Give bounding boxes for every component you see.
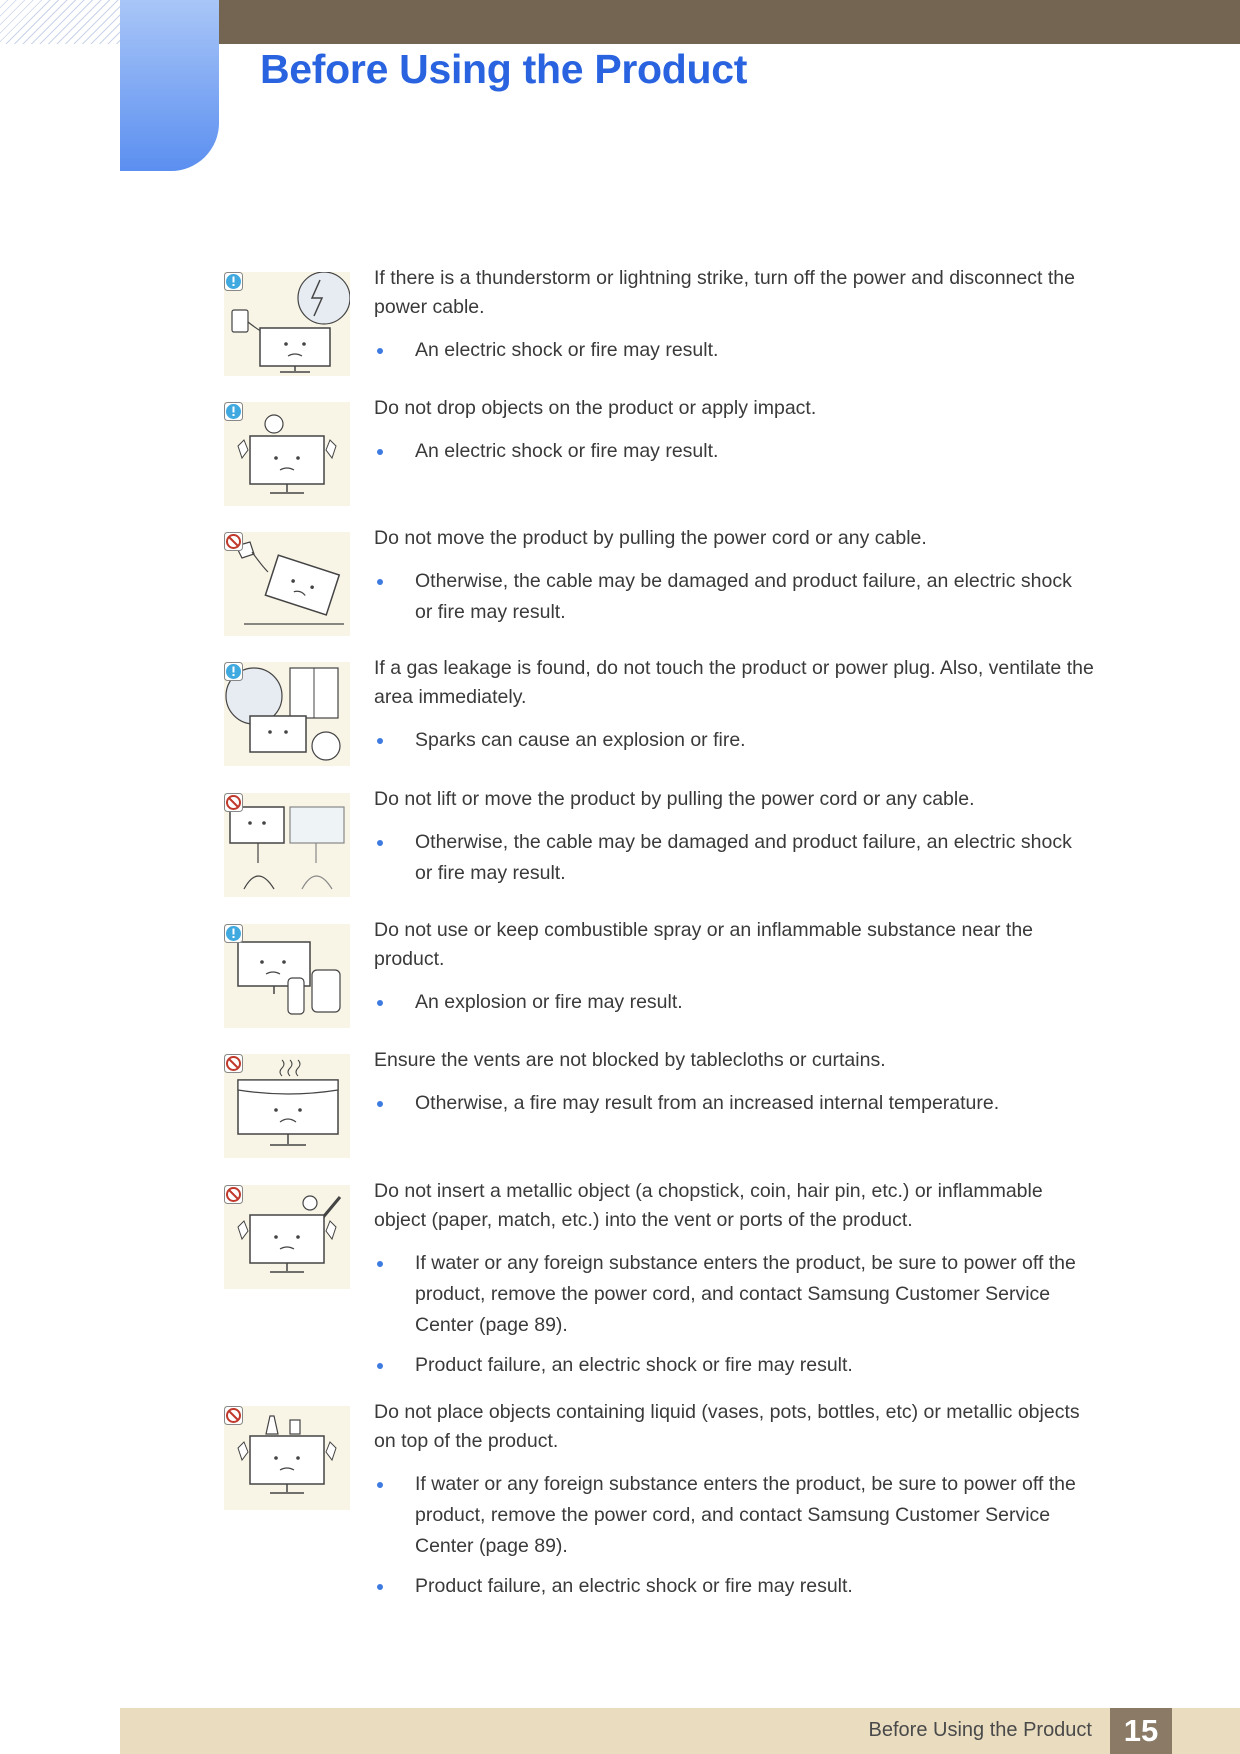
item-statement: Do not drop objects on the product or apply impact. (374, 397, 817, 419)
item-text (374, 1046, 1094, 1128)
list-item: An electric shock or fire may result. (374, 436, 1094, 467)
consequence-list (374, 1469, 1094, 1602)
consequence-list (374, 566, 1094, 628)
bullet-icon (377, 449, 383, 455)
header-hatch (0, 0, 120, 44)
list-item: An electric shock or fire may result. (374, 335, 1094, 366)
consequence-list (374, 827, 1094, 889)
item-text (374, 785, 1094, 898)
consequence-list (374, 1248, 1094, 1381)
bullet-icon (377, 1000, 383, 1006)
bullet-icon (377, 348, 383, 354)
item-text (374, 1177, 1094, 1390)
prohibited-icon (224, 1406, 243, 1425)
blocked-vents-illustration (224, 1054, 350, 1158)
item-text (374, 1398, 1094, 1611)
list-item: Product failure, an electric shock or fire may result. (374, 1571, 1094, 1602)
consequence-list (374, 987, 1094, 1018)
item-statement: Ensure the vents are not blocked by tablecloths or curtains. (374, 1049, 886, 1071)
metal-object-illustration (224, 1185, 350, 1289)
consequence-list (374, 725, 1094, 756)
item-statement: Do not insert a metallic object (a chopstick, coin, hair pin, etc.) or inflammable object (paper, match, etc.) into the vent or ports of the product. (374, 1180, 1043, 1231)
caution-icon (224, 924, 243, 943)
header-bar (120, 0, 1240, 44)
list-item: Sparks can cause an explosion or fire. (374, 725, 1094, 756)
gas-leak-illustration (224, 662, 350, 766)
list-item: Otherwise, the cable may be damaged and product failure, an electric shock or fire may result. (374, 566, 1094, 628)
footer-section-title: Before Using the Product (868, 1719, 1092, 1741)
item-statement: If a gas leakage is found, do not touch the product or power plug. Also, ventilate the area immediately. (374, 657, 1094, 708)
caution-icon (224, 272, 243, 291)
list-item: Otherwise, a fire may result from an increased internal temperature. (374, 1088, 1094, 1119)
item-statement: Do not lift or move the product by pulling the power cord or any cable. (374, 788, 975, 810)
list-item: Otherwise, the cable may be damaged and product failure, an electric shock or fire may result. (374, 827, 1094, 889)
bullet-icon (377, 1101, 383, 1107)
item-text (374, 654, 1094, 765)
item-statement: Do not use or keep combustible spray or an inflammable substance near the product. (374, 919, 1034, 970)
item-text (374, 916, 1094, 1027)
bullet-icon (377, 1584, 383, 1590)
prohibited-icon (224, 1185, 243, 1204)
page-footer (120, 1708, 1240, 1754)
consequence-list (374, 335, 1094, 366)
item-statement: If there is a thunderstorm or lightning strike, turn off the power and disconnect the power cable. (374, 267, 1075, 318)
list-item: If water or any foreign substance enters the product, be sure to power off the product, remove the power cord, and contact Samsung Customer Service Center (page 89). (374, 1248, 1094, 1341)
item-text (374, 394, 1094, 476)
prohibited-icon (224, 1054, 243, 1073)
list-item: An explosion or fire may result. (374, 987, 1094, 1018)
bullet-icon (377, 738, 383, 744)
bullet-icon (377, 1363, 383, 1369)
bullet-icon (377, 1482, 383, 1488)
drop-object-illustration (224, 402, 350, 506)
consequence-list (374, 1088, 1094, 1119)
item-statement: Do not move the product by pulling the power cord or any cable. (374, 527, 927, 549)
prohibited-icon (224, 793, 243, 812)
prohibited-icon (224, 532, 243, 551)
list-item: If water or any foreign substance enters the product, be sure to power off the product, remove the power cord, and contact Samsung Customer Service Center (page 89). (374, 1469, 1094, 1562)
bullet-icon (377, 579, 383, 585)
item-statement: Do not place objects containing liquid (vases, pots, bottles, etc) or metallic objects on top of the product. (374, 1401, 1080, 1452)
caution-icon (224, 662, 243, 681)
bullet-icon (377, 1261, 383, 1267)
bullet-icon (377, 840, 383, 846)
caution-icon (224, 402, 243, 421)
lightning-unplug-illustration (224, 272, 350, 376)
item-text (374, 524, 1094, 637)
page-number: 15 (1110, 1708, 1172, 1754)
item-text (374, 264, 1094, 375)
combustible-spray-illustration (224, 924, 350, 1028)
list-item: Product failure, an electric shock or fire may result. (374, 1350, 1094, 1381)
page-title: Before Using the Product (260, 46, 748, 92)
pull-cord-illustration (224, 532, 350, 636)
lift-by-cord-illustration (224, 793, 350, 897)
consequence-list (374, 436, 1094, 467)
chapter-tab (120, 0, 219, 171)
liquid-objects-illustration (224, 1406, 350, 1510)
